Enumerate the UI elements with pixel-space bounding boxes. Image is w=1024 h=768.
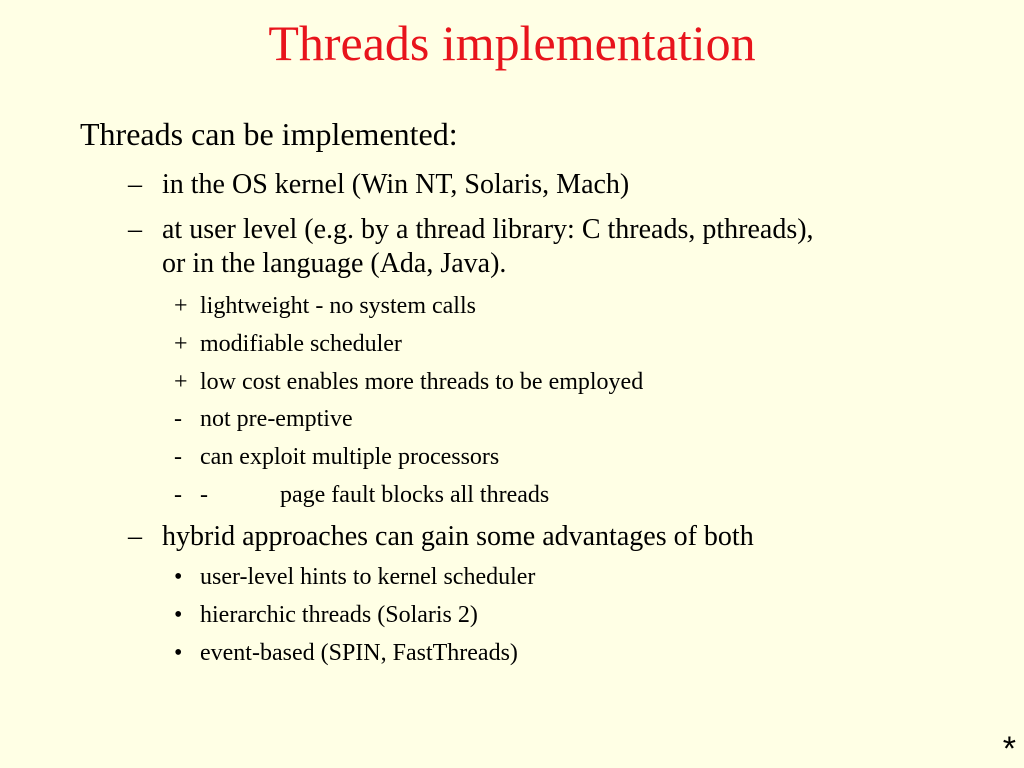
dash-marker: – <box>128 521 142 552</box>
tab-gap <box>208 481 280 509</box>
intro-line <box>80 115 458 153</box>
slide-title: Threads implementation <box>268 15 756 71</box>
intro-text: Threads can be implemented: <box>80 116 458 152</box>
sub-bullet-low-cost <box>174 368 643 396</box>
bullet-dot-marker: • <box>174 564 183 590</box>
sub-bullet-hints <box>174 563 535 591</box>
minus-marker: - <box>174 444 182 470</box>
bullet-dot-marker: • <box>174 640 183 666</box>
plus-marker: + <box>174 293 188 319</box>
sub-bullet-text: lightweight - no system calls <box>200 293 476 319</box>
sub-bullet-text: low cost enables more threads to be employed <box>200 369 644 395</box>
minus-marker: - <box>174 482 182 508</box>
sub-bullet-text: user-level hints to kernel scheduler <box>200 564 536 590</box>
sub-bullet-text: event-based (SPIN, FastThreads) <box>200 640 518 666</box>
sub-bullet-scheduler <box>174 330 402 358</box>
sub-bullet-hierarchic <box>174 601 478 629</box>
bullet-hybrid <box>128 520 842 554</box>
bullet-kernel <box>128 168 842 202</box>
dash-marker: – <box>128 214 142 245</box>
plus-marker: + <box>174 331 188 357</box>
sub-bullet-not-preemptive <box>174 405 353 433</box>
bullet-user-level-text: at user level (e.g. by a thread library: C threads, pthreads), or in the language (Ada, Java). <box>162 214 814 279</box>
sub-bullet-lightweight <box>174 292 476 320</box>
slide-corner-mark: * <box>1002 730 1016 768</box>
bullet-hybrid-text: hybrid approaches can gain some advantages of both <box>162 521 754 552</box>
sub-bullet-text: modifiable scheduler <box>200 331 402 357</box>
sub-bullet-text: can exploit multiple processors <box>200 444 500 470</box>
bullet-kernel-text: in the OS kernel (Win NT, Solaris, Mach) <box>162 169 630 200</box>
sub-bullet-prefix: - <box>200 482 208 508</box>
bullet-user-level <box>128 213 842 281</box>
sub-bullet-text: hierarchic threads (Solaris 2) <box>200 602 478 628</box>
sub-bullet-text: not pre-emptive <box>200 406 353 432</box>
bullet-dot-marker: • <box>174 602 183 628</box>
sub-bullet-text: page fault blocks all threads <box>280 482 550 508</box>
dash-marker: – <box>128 169 142 200</box>
sub-bullet-multiprocessors <box>174 443 499 471</box>
sub-bullet-page-fault <box>174 481 549 509</box>
sub-bullet-event-based <box>174 639 518 667</box>
plus-marker: + <box>174 369 188 395</box>
minus-marker: - <box>174 406 182 432</box>
